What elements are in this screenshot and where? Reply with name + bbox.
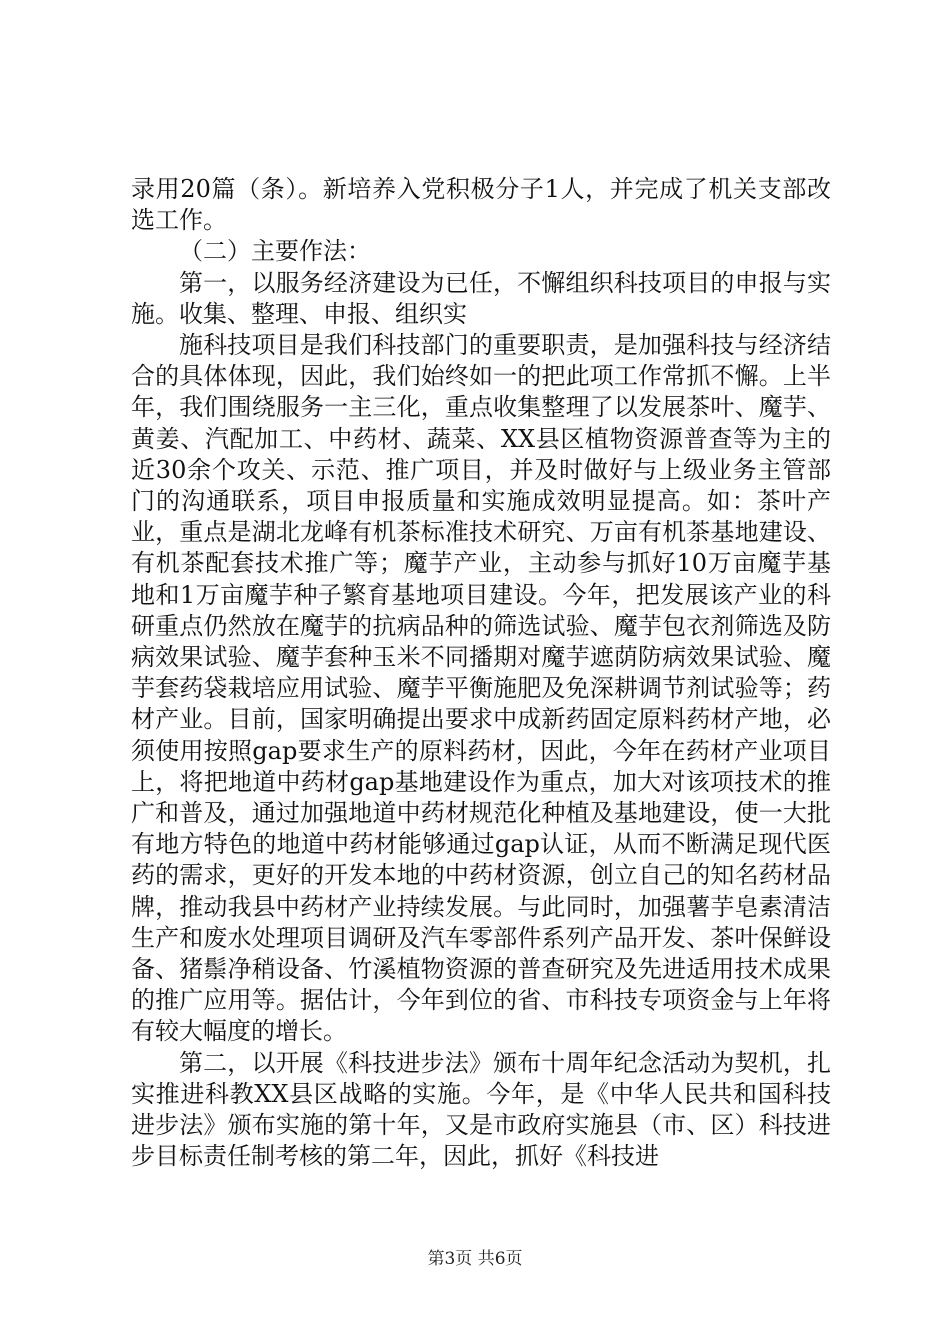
document-body bbox=[131, 174, 831, 1173]
page-number-footer: 第3页 共6页 bbox=[427, 1249, 523, 1269]
paragraph-first-point: 第一，以服务经济建设为已任，不懈组织科技项目的申报与实施。收集、整理、申报、组织实 bbox=[131, 268, 831, 328]
section-heading: （二）主要作法： bbox=[179, 237, 371, 266]
paragraph-continuation: 录用20篇（条）。新培养入党积极分子1人，并完成了机关支部改选工作。 bbox=[131, 175, 831, 235]
paragraph-project-details: 施科技项目是我们科技部门的重要职责，是加强科技与经济结合的具体体现，因此，我们始终如一的把此项工作常抓不懈。上半年，我们围绕服务一主三化，重点收集整理了以发展茶叶、魔芋、黄姜、汽配加工、中药材、蔬菜、XX县区植物资源普查等为主的近30余个攻关、示范、推广项目，并及时做好与上级业务主管部门的沟通联系，项目申报质量和实施成效明显提高。如：茶叶产业，重点是湖北龙峰有机茶标准技术研究、万亩有机茶基地建设、有机茶配套技术推广等；魔芋产业，主动参与抓好10万亩魔芋基地和1万亩魔芋种子繁育基地项目建设。今年，把发展该产业的科研重点仍然放在魔芋的抗病品种的筛选试验、魔芋包衣剂筛选及防病效果试验、魔芋套种玉米不同播期对魔芋遮荫防病效果试验、魔芋套药袋栽培应用试验、魔芋平衡施肥及免深耕调节剂试验等；药材产业。目前，国家明确提出要求中成新药固定原料药材产地，必须使用按照gap要求生产的原料药材，因此，今年在药材产业项目上，将把地道中药材gap基地建设作为重点，加大对该项技术的推广和普及，通过加强地道中药材规范化种植及基地建设，使一大批有地方特色的地道中药材能够通过gap认证，从而不断满足现代医药的需求，更好的开发本地的中药材资源，创立自己的知名药材品牌，推动我县中药材产业持续发展。与此同时，加强薯芋皂素清洁生产和废水处理项目调研及汽车零部件系列产品开发、茶叶保鲜设备、猪鬃净稍设备、竹溪植物资源的普查研究及先进适用技术成果的推广应用等。据估计，今年到位的省、市科技专项资金与上年将有较大幅度的增长。 bbox=[131, 331, 831, 1046]
paragraph-second-point: 第二，以开展《科技进步法》颁布十周年纪念活动为契机，扎实推进科教XX县区战略的实施。今年，是《中华人民共和国科技进步法》颁布实施的第十年，又是市政府实施县（市、区）科技进步目标责任制考核的第二年，因此，抓好《科技进 bbox=[131, 1048, 831, 1171]
